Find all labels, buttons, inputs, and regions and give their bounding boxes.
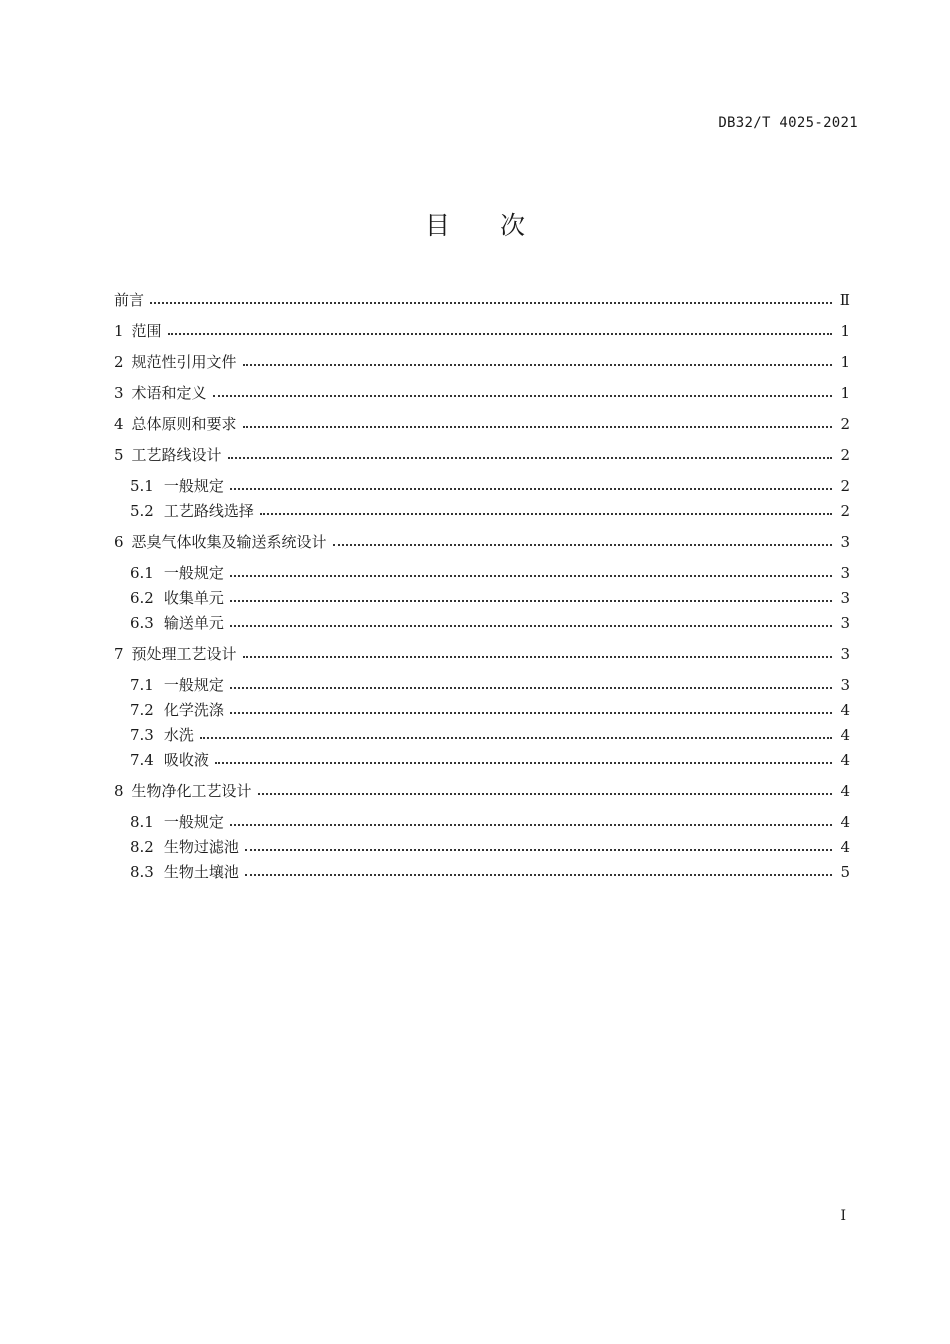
- dot-leader: [215, 762, 832, 764]
- toc-entry-number: 6.2: [130, 589, 154, 607]
- toc-entry-page: 3: [840, 533, 850, 551]
- toc-entry-page: 1: [840, 353, 850, 371]
- toc-entry-title: 一般规定: [163, 564, 224, 582]
- page-title: 目次: [424, 211, 575, 240]
- toc-entry-title: 生物过滤池: [163, 838, 239, 856]
- toc-entry-label: [114, 321, 166, 341]
- dot-leader: [243, 426, 832, 428]
- toc-entry-page: 2: [840, 446, 850, 464]
- toc-entry[interactable]: [130, 609, 850, 633]
- toc-entry-page: 3: [840, 614, 850, 632]
- toc-entry-label: [130, 750, 213, 770]
- toc-entry[interactable]: [114, 348, 850, 372]
- toc-entry[interactable]: [130, 696, 850, 720]
- toc-entry-label: [114, 290, 148, 310]
- toc-entry-page: 3: [840, 676, 850, 694]
- toc-entry[interactable]: [130, 497, 850, 521]
- toc-entry[interactable]: [114, 286, 850, 310]
- dot-leader: [230, 600, 832, 602]
- toc-entry-page: 3: [840, 645, 850, 663]
- toc-entry-label: [130, 812, 228, 832]
- page-number: I: [840, 1208, 846, 1224]
- dot-leader: [243, 656, 832, 658]
- toc-entry-title: 水洗: [163, 726, 194, 744]
- toc-entry-title: 恶臭气体收集及输送系统设计: [131, 533, 327, 551]
- toc-entry-title: 生物土壤池: [163, 863, 239, 881]
- toc-entry-number: 8.2: [130, 838, 154, 856]
- dot-leader: [168, 333, 832, 335]
- toc-entry-label: [114, 383, 211, 403]
- toc-entry-label: [114, 532, 331, 552]
- toc-entry-page: 3: [840, 564, 850, 582]
- toc-entry[interactable]: [130, 746, 850, 770]
- toc-entry-number: 6.3: [130, 614, 154, 632]
- dot-leader: [260, 513, 832, 515]
- toc-entry[interactable]: [130, 721, 850, 745]
- dot-leader: [258, 793, 832, 795]
- toc-entry-title: 化学洗涤: [163, 701, 224, 719]
- toc-entry[interactable]: [114, 640, 850, 664]
- toc-entry-page: 3: [840, 589, 850, 607]
- toc-entry-title: 规范性引用文件: [131, 353, 237, 371]
- toc-entry-title: 工艺路线设计: [131, 446, 222, 464]
- toc-entry-title: 输送单元: [163, 614, 224, 632]
- dot-leader: [333, 544, 832, 546]
- toc-entry-page: 4: [840, 751, 850, 769]
- toc-entry-label: [130, 563, 228, 583]
- toc-entry-number: 8: [114, 782, 124, 800]
- dot-leader: [213, 395, 832, 397]
- dot-leader: [230, 625, 832, 627]
- toc-entry-title: 一般规定: [163, 813, 224, 831]
- toc-entry[interactable]: [130, 833, 850, 857]
- toc-entry[interactable]: [130, 671, 850, 695]
- toc-entry-number: 2: [114, 353, 124, 371]
- dot-leader: [245, 874, 832, 876]
- toc-entry-label: [114, 352, 241, 372]
- toc-entry-number: 1: [114, 322, 124, 340]
- toc-entry-page: 1: [840, 322, 850, 340]
- toc-entry-page: Ⅱ: [839, 291, 850, 309]
- toc-entry-number: 5.2: [130, 502, 154, 520]
- dot-leader: [230, 687, 832, 689]
- toc-entry-number: 7.1: [130, 676, 154, 694]
- toc-entry-title: 一般规定: [163, 477, 224, 495]
- toc-entry-title: 生物净化工艺设计: [131, 782, 252, 800]
- toc-entry-number: 5.1: [130, 477, 154, 495]
- toc-entry[interactable]: [114, 777, 850, 801]
- toc-entry-number: 6.1: [130, 564, 154, 582]
- toc-entry-label: [130, 700, 228, 720]
- toc-entry-number: 8.1: [130, 813, 154, 831]
- dot-leader: [230, 712, 832, 714]
- toc-entry-label: [114, 781, 256, 801]
- toc-entry-page: 4: [840, 838, 850, 856]
- toc-entry[interactable]: [114, 410, 850, 434]
- toc-entry[interactable]: [114, 441, 850, 465]
- toc-entry-number: 7.4: [130, 751, 154, 769]
- toc-entry-label: [130, 725, 198, 745]
- dot-leader: [230, 488, 832, 490]
- document-code: DB32/T 4025-2021: [718, 115, 858, 131]
- toc-entry-title: 术语和定义: [131, 384, 207, 402]
- toc-entry-page: 5: [840, 863, 850, 881]
- toc-entry-title: 吸收液: [163, 751, 209, 769]
- toc-entry-page: 1: [840, 384, 850, 402]
- dot-leader: [243, 364, 832, 366]
- toc-entry-number: 3: [114, 384, 124, 402]
- toc-entry[interactable]: [130, 584, 850, 608]
- toc-entry-title: 预处理工艺设计: [131, 645, 237, 663]
- toc-entry-title: 工艺路线选择: [163, 502, 254, 520]
- dot-leader: [150, 302, 832, 304]
- toc-entry-title: 总体原则和要求: [131, 415, 237, 433]
- toc-entry-label: [130, 862, 243, 882]
- toc-entry-page: 2: [840, 415, 850, 433]
- dot-leader: [245, 849, 832, 851]
- toc-entry-title: 收集单元: [163, 589, 224, 607]
- toc-entry-page: 4: [840, 813, 850, 831]
- toc-entry-title: 范围: [131, 322, 162, 340]
- toc-entry-label: [130, 588, 228, 608]
- toc-entry-label: [114, 414, 241, 434]
- toc-entry-title: 前言: [114, 291, 145, 309]
- dot-leader: [228, 457, 832, 459]
- dot-leader: [200, 737, 832, 739]
- toc-entry-label: [130, 613, 228, 633]
- toc-entry-title: 一般规定: [163, 676, 224, 694]
- toc-entry-page: 2: [840, 502, 850, 520]
- toc-entry-label: [114, 644, 241, 664]
- toc-entry-number: 6: [114, 533, 124, 551]
- toc-entry-number: 5: [114, 446, 124, 464]
- toc-entry-label: [130, 476, 228, 496]
- toc-entry-label: [130, 837, 243, 857]
- toc-entry[interactable]: [130, 858, 850, 882]
- toc-entry-page: 2: [840, 477, 850, 495]
- toc-entry[interactable]: [130, 559, 850, 583]
- toc-entry-label: [130, 501, 258, 521]
- toc-entry-number: 7.3: [130, 726, 154, 744]
- toc-entry-label: [130, 675, 228, 695]
- toc-entry-label: [114, 445, 226, 465]
- toc-entry-page: 4: [840, 782, 850, 800]
- toc-entry-number: 7.2: [130, 701, 154, 719]
- dot-leader: [230, 575, 832, 577]
- toc-entry-page: 4: [840, 726, 850, 744]
- dot-leader: [230, 824, 832, 826]
- toc-entry[interactable]: [114, 379, 850, 403]
- toc-entry-number: 8.3: [130, 863, 154, 881]
- toc-entry-number: 7: [114, 645, 124, 663]
- toc-entry[interactable]: [130, 472, 850, 496]
- toc-entry[interactable]: [114, 317, 850, 341]
- toc-entry[interactable]: [114, 528, 850, 552]
- toc-entry[interactable]: [130, 808, 850, 832]
- toc-entry-number: 4: [114, 415, 124, 433]
- toc-entry-page: 4: [840, 701, 850, 719]
